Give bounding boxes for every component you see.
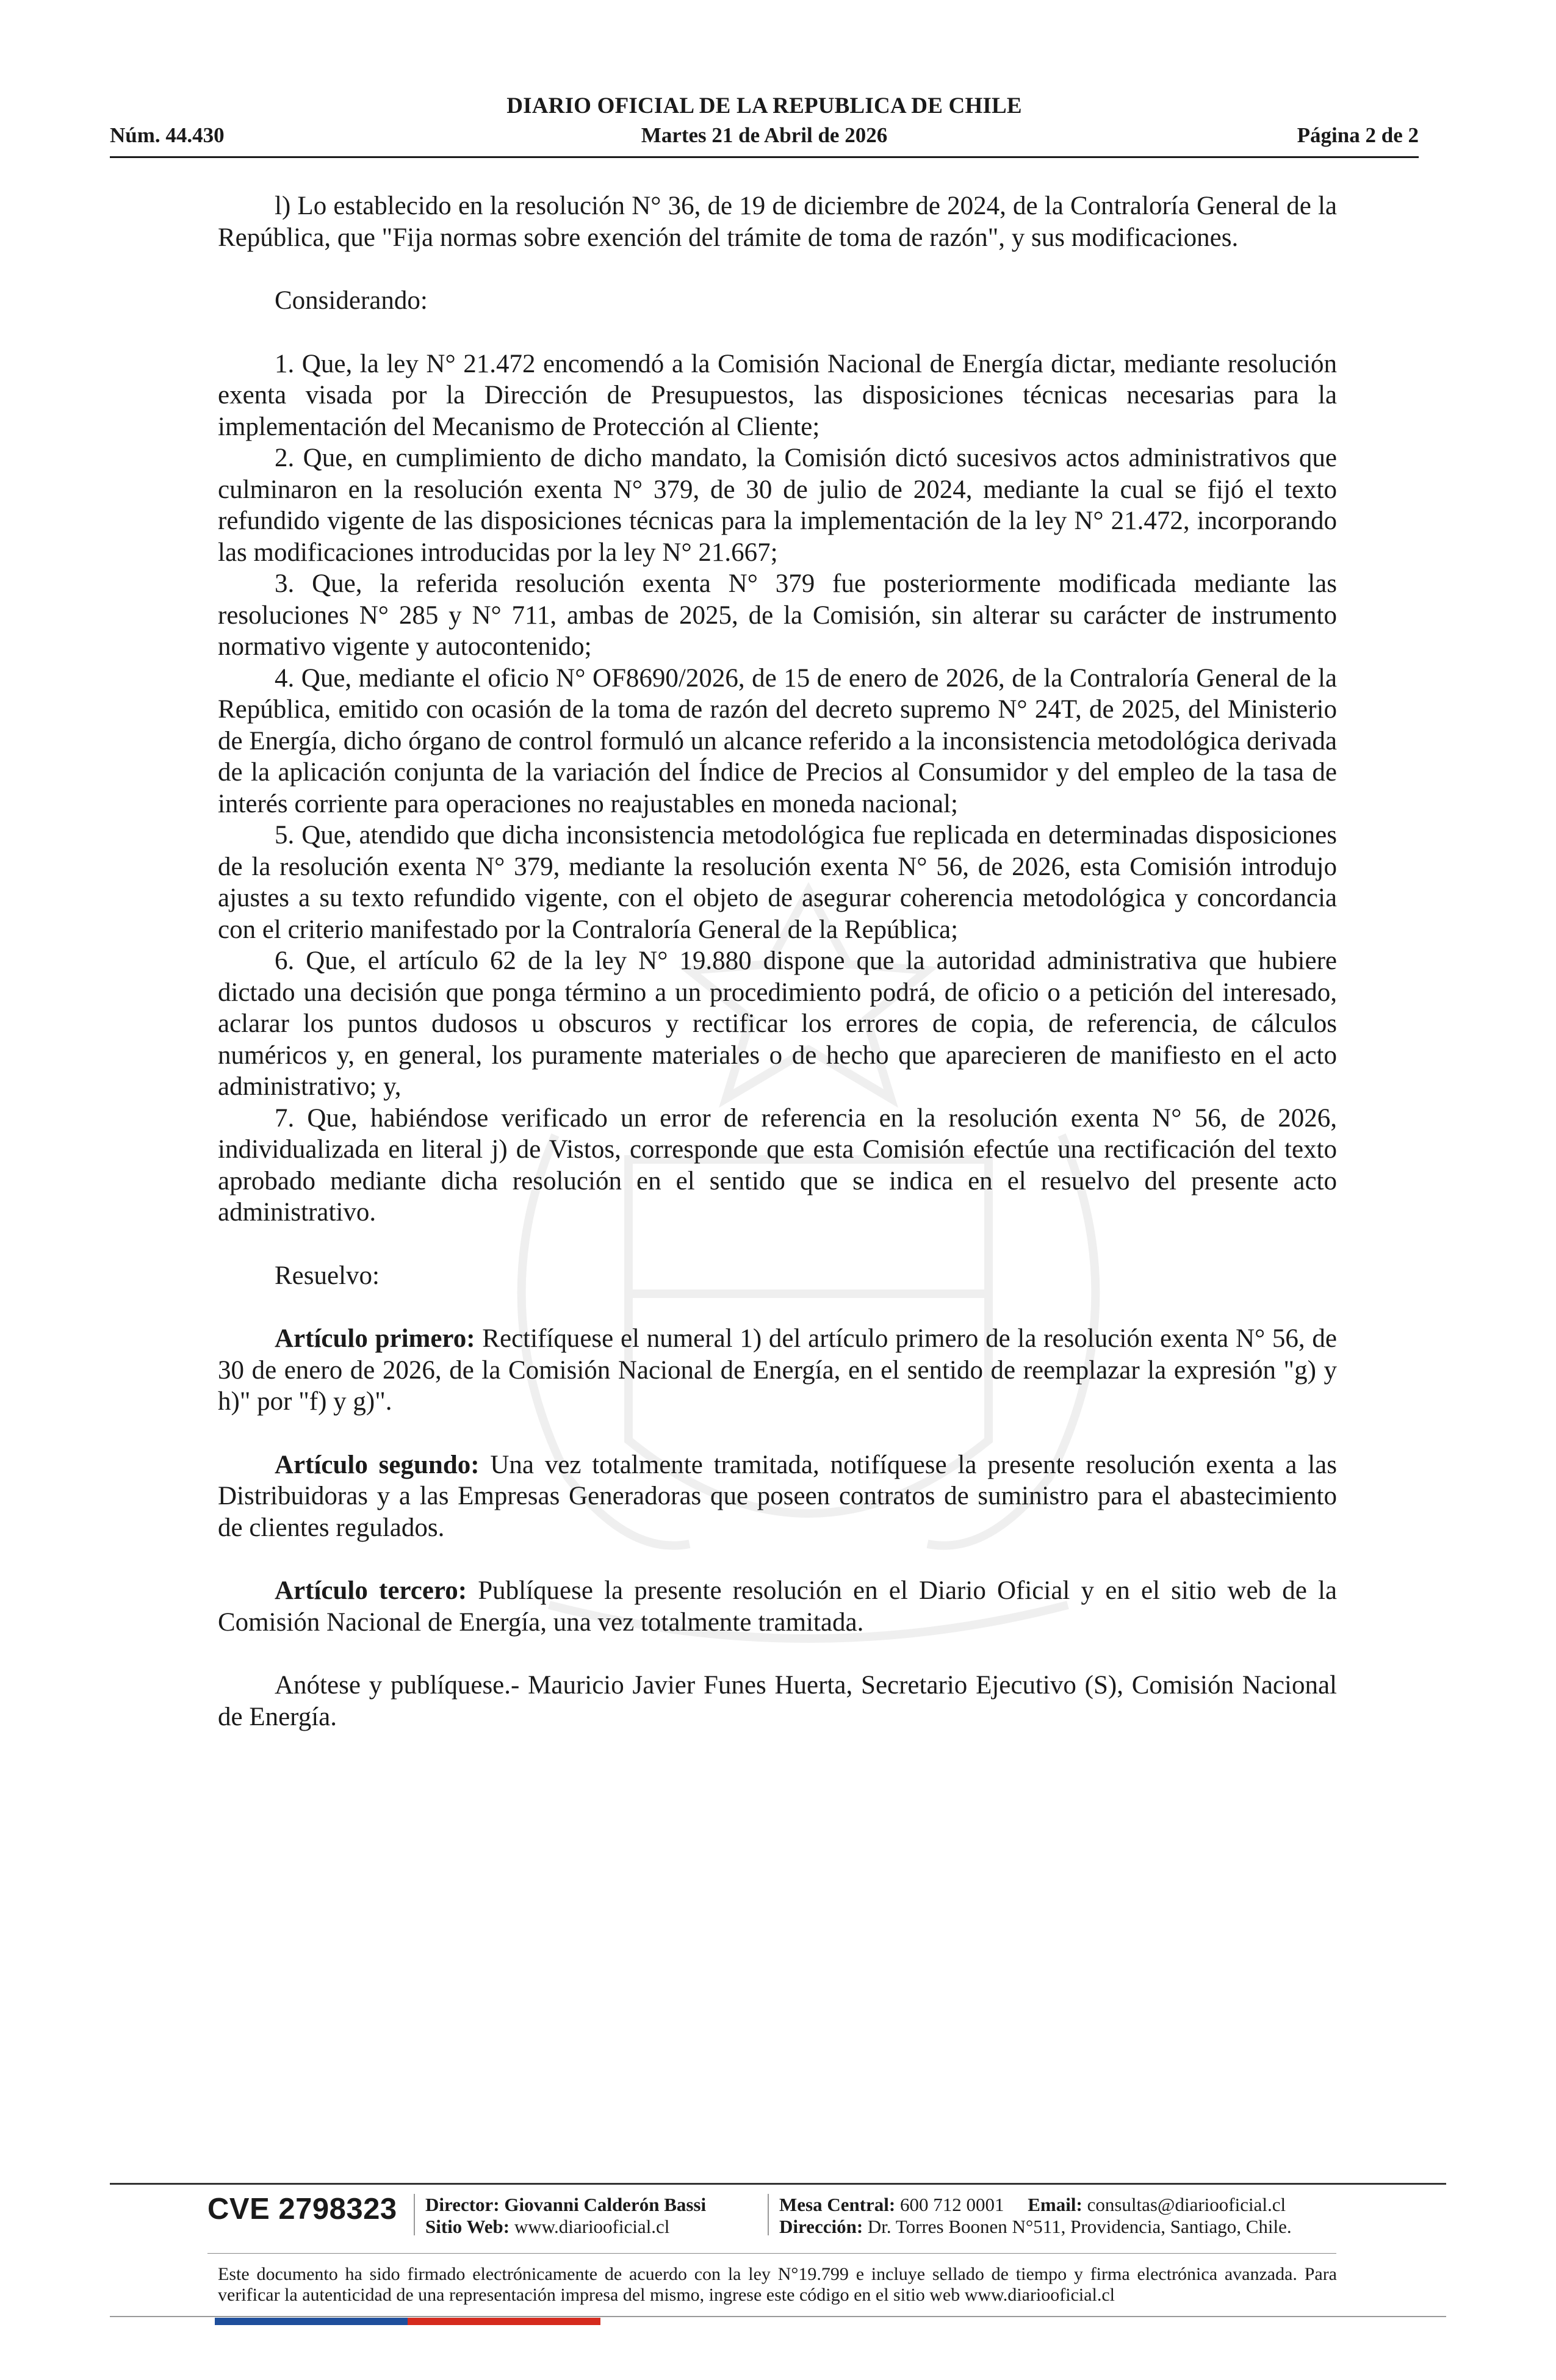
document-body [218,190,1337,1733]
flag-segment [408,2318,504,2325]
page-number: Página 2 de 2 [1297,123,1419,147]
articulo-tercero [218,1575,1337,1638]
considerando-heading: Considerando: [275,286,428,315]
articulo-segundo-text: Una vez totalmente tramitada, notifíquese la presente resolución exenta a las Distribuidoras y a las Empresas Generadoras que poseen contratos de suministro para el abastecimiento de clientes regulados. [218,1450,1337,1542]
direccion-value: Dr. Torres Boonen N°511, Providencia, Santiago, Chile. [863,2216,1292,2237]
footer-contact-block [779,2194,1292,2238]
closing-signature: Anótese y publíquese.- Mauricio Javier Funes Huerta, Secretario Ejecutivo (S), Comisión Nacional de Energía. [218,1671,1337,1731]
director-name: Giovanni Calderón Bassi [499,2194,707,2215]
flag-segment [504,2318,600,2325]
flag-stripe [215,2318,600,2325]
site-link[interactable]: www.diariooficial.cl [510,2216,670,2237]
considerando-3: 3. Que, la referida resolución exenta N° 379 fue posteriormente modificada mediante las resoluciones N° 285 y N° 711, ambas de 2025, de la Comisión, sin alterar su carácter de instrumento normativo vigente y autocontenido; [218,569,1337,661]
email-link[interactable]: consultas@diariooficial.cl [1082,2194,1286,2215]
footer-divider-top [110,2183,1446,2185]
site-label: Sitio Web: [425,2216,510,2237]
footer-separator [414,2194,415,2235]
articulo-segundo-title: Artículo segundo: [275,1450,480,1479]
articulo-tercero-title: Artículo tercero: [275,1576,467,1605]
articulo-primero-text: Rectifíquese el numeral 1) del artículo primero de la resolución exenta N° 56, de 30 de enero de 2026, de la Comisión Nacional de Energía, en el sentido de reemplazar la expresión "g) y h)" por "f) y g)". [218,1324,1337,1416]
articulo-primero [218,1323,1337,1418]
email-label: Email: [1028,2194,1082,2215]
resuelvo-heading: Resuelvo: [275,1261,380,1290]
articulo-tercero-text: Publíquese la presente resolución en el Diario Oficial y en el sitio web de la Comisión Nacional de Energía, una vez totalmente tramitada. [218,1576,1338,1637]
flag-segment [311,2318,408,2325]
considerando-7: 7. Que, habiéndose verificado un error de referencia en la resolución exenta N° 56, de 2026, individualizada en literal j) de Vistos, corresponde que esta Comisión efectúe una rectificación del texto aprobado mediante dicha resolución en el sentido que se indica en el resuelvo del presente acto administrativo. [218,1103,1337,1227]
considerando-1: 1. Que, la ley N° 21.472 encomendó a la Comisión Nacional de Energía dictar, mediante resolución exenta visada por la Dirección de Presupuestos, las disposiciones técnicas necesarias para la implementación del Mecanismo de Protección al Cliente; [218,349,1337,441]
direccion-label: Dirección: [779,2216,863,2237]
signature-notice: Este documento ha sido firmado electrónicamente de acuerdo con la ley N°19.799 e incluye sellado de tiempo y firma electrónica avanzada. Para verificar la autenticidad de una representación impresa del mismo, ingrese este código en el sitio web www.diariooficial.cl [218,2264,1337,2305]
footer-divider-mid [207,2253,1336,2254]
footer-divider-bottom [110,2316,1446,2317]
considerando-2: 2. Que, en cumplimiento de dicho mandato, la Comisión dictó sucesivos actos administrativos que culminaron en la resolución exenta N° 379, de 30 de julio de 2024, mediante la cual se fijó el texto refundido vigente de las disposiciones técnicas para la implementación de la ley N° 21.472, incorporando las modificaciones introducidas por la ley N° 21.667; [218,444,1337,567]
footer-director-block [425,2194,706,2238]
header-divider [110,156,1419,158]
newspaper-title: DIARIO OFICIAL DE LA REPUBLICA DE CHILE [506,93,1022,118]
considerando-4: 4. Que, mediante el oficio N° OF8690/2026, de 15 de enero de 2026, de la Contraloría General de la República, emitido con ocasión de la toma de razón del decreto supremo N° 24T, de 2025, del Ministerio de Energía, dicho órgano de control formuló un alcance referido a la inconsistencia metodológica derivada de la aplicación conjunta de la variación del Índice de Precios al Consumidor y del empleo de la tasa de interés corriente para operaciones no reajustables en moneda nacional; [218,663,1337,818]
articulo-segundo [218,1449,1337,1544]
issue-date: Martes 21 de Abril de 2026 [641,123,888,147]
considerando-5: 5. Que, atendido que dicha inconsistencia metodológica fue replicada en determinadas disposiciones de la resolución exenta N° 379, mediante la resolución exenta N° 56, de 2026, esta Comisión introdujo ajustes a su texto refundido vigente, con el objeto de asegurar coherencia metodológica y concordancia con el criterio manifestado por la Contraloría General de la República; [218,821,1337,944]
considerando-6: 6. Que, el artículo 62 de la ley N° 19.880 dispone que la autoridad administrativa que hubiere dictado una decisión que ponga término a un procedimiento podrá, de oficio o a petición del interesado, aclarar los puntos dudosos u obscuros y rectificar los errores de copia, de referencia, de cálculos numéricos y, en general, los puramente materiales o de hecho que aparecieren de manifiesto en el acto administrativo; y, [218,947,1337,1101]
issue-number: Núm. 44.430 [110,123,225,147]
footer-separator [768,2194,769,2235]
mesa-label: Mesa Central: [779,2194,896,2215]
flag-segment [215,2318,311,2325]
mesa-phone: 600 712 0001 [895,2194,1004,2215]
vistos-item-l: l) Lo establecido en la resolución N° 36, de 19 de diciembre de 2024, de la Contraloría General de la República, que "Fija normas sobre exención del trámite de toma de razón", y sus modificaciones. [218,192,1337,252]
page-header [110,93,1419,157]
articulo-primero-title: Artículo primero: [275,1324,475,1353]
cve-code: CVE 2798323 [207,2193,397,2226]
director-label: Director: [425,2194,500,2215]
